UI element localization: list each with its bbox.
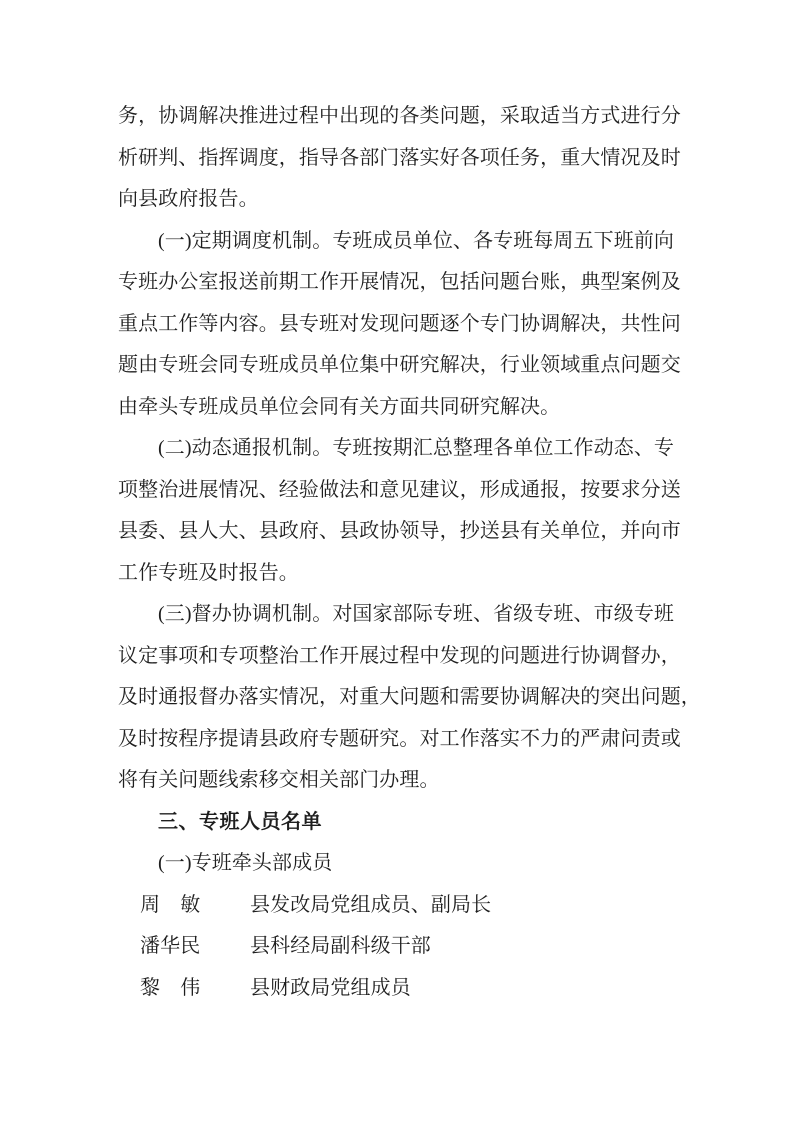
text-line: 及时按程序提请县政府专题研究。对工作落实不力的严肃问责或 [118,727,681,750]
text-line: 务，协调解决推进过程中出现的各类问题，采取适当方式进行分 [118,105,681,127]
text-line: 析研判、指挥调度，指导各部门落实好各项任务，重大情况及时 [118,146,681,169]
person-title: 县科经局副科级干部 [250,935,431,957]
document-body [118,96,701,1009]
roster-row [118,885,682,927]
text-line: 项整治进展情况、经验做法和意见建议，形成通报，按要求分送 [118,478,681,501]
person-title: 县发改局党组成员、副局长 [250,893,492,916]
person-name: 周 敏 [140,893,201,916]
text-line: 专班办公室报送前期工作开展情况，包括问题台账，典型案例及 [118,271,681,293]
section-heading: 三、专班人员名单 [158,810,322,833]
text-line: (二)动态通报机制。专班按期汇总整理各单位工作动态、专 [158,437,675,459]
text-line: 由牵头专班成员单位会同有关方面共同研究解决。 [118,395,561,418]
text-line: (一)定期调度机制。专班成员单位、各专班每周五下班前向 [158,229,675,252]
roster-row [118,968,682,1010]
text-line: 议定事项和专项整治工作开展过程中发现的问题进行协调督办， [118,644,681,667]
text-line: 重点工作等内容。县专班对发现问题逐个专门协调解决，共性问 [118,312,681,335]
text-line: (三)督办协调机制。对国家部际专班、省级专班、市级专班 [158,603,675,625]
subsection-heading: (一)专班牵头部成员 [158,852,333,874]
text-line: 县委、县人大、县政府、县政协领导，抄送县有关单位，并向市 [118,520,681,542]
person-name: 黎 伟 [140,976,201,999]
person-name: 潘华民 [140,935,201,957]
roster-row [118,926,682,968]
text-line: 及时通报督办落实情况，对重大问题和需要协调解决的突出问题， [118,686,701,708]
text-line: 题由专班会同专班成员单位集中研究解决，行业领域重点问题交 [118,354,681,376]
person-title: 县财政局党组成员 [250,976,411,999]
text-line: 向县政府报告。 [118,188,259,210]
text-line: 将有关问题线索移交相关部门办理。 [118,769,440,791]
text-line: 工作专班及时报告。 [118,561,299,584]
